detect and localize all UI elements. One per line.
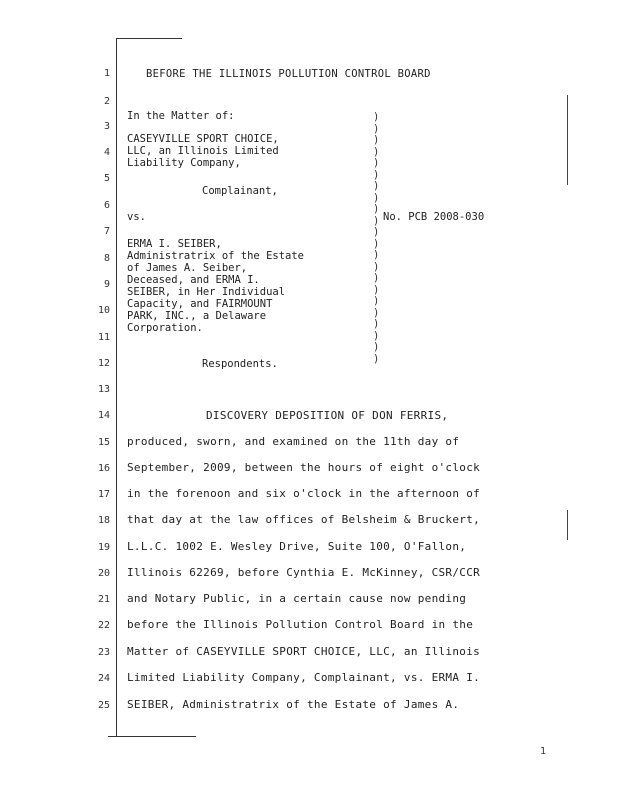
body-line: that day at the law offices of Belsheim & Bruckert, [127, 513, 481, 526]
line-number: 14 [97, 410, 110, 421]
line-number: 24 [97, 673, 110, 684]
caption-paren-column: ) ) ) ) ) ) ) ) ) ) ) ) ) ) ) ) ) ) ) ) ) ) [373, 111, 380, 365]
line-number: 8 [103, 253, 110, 264]
body-line: September, 2009, between the hours of eight o'clock [127, 461, 481, 474]
line-number: 18 [97, 515, 110, 526]
versus-label: vs. [127, 211, 146, 223]
line-number: 21 [97, 594, 110, 605]
line-number: 19 [97, 542, 110, 553]
complainant-label: Complainant, [202, 185, 278, 197]
case-number: No. PCB 2008-030 [383, 211, 485, 223]
line-number: 4 [103, 147, 110, 158]
page-number: 1 [540, 746, 547, 757]
line-number: 16 [97, 463, 110, 474]
body-line: Illinois 62269, before Cynthia E. McKinney, CSR/CCR [127, 566, 481, 579]
body-line: and Notary Public, in a certain cause now pending [127, 592, 467, 605]
body-line: L.L.C. 1002 E. Wesley Drive, Suite 100, O'Fallon, [127, 540, 467, 553]
line-number: 12 [97, 358, 110, 369]
line-number: 25 [97, 700, 110, 711]
line-number: 11 [97, 332, 110, 343]
line-number: 7 [103, 226, 110, 237]
line-number: 22 [97, 620, 110, 631]
line-number: 17 [97, 489, 110, 500]
body-line: Limited Liability Company, Complainant, vs. ERMA I. [127, 671, 481, 684]
line-number: 20 [97, 568, 110, 579]
complainant-name: CASEYVILLE SPORT CHOICE, LLC, an Illinois Limited Liability Company, [127, 133, 279, 169]
line-number: 9 [103, 279, 110, 290]
line-number: 10 [97, 305, 110, 316]
bottom-border [108, 736, 196, 737]
line-number: 3 [103, 121, 110, 132]
line-number: 2 [103, 96, 110, 107]
body-line: Matter of CASEYVILLE SPORT CHOICE, LLC, an Illinois [127, 645, 481, 658]
line-number: 15 [97, 437, 110, 448]
right-margin-mark [567, 510, 568, 540]
body-line: SEIBER, Administratrix of the Estate of James A. [127, 698, 460, 711]
line-number: 1 [103, 68, 110, 79]
body-line: before the Illinois Pollution Control Board in the [127, 618, 474, 631]
line-number: 13 [97, 384, 110, 395]
top-border [116, 38, 182, 39]
line-number: 5 [103, 173, 110, 184]
body-line: in the forenoon and six o'clock in the afternoon of [127, 487, 481, 500]
respondents-label: Respondents. [202, 358, 278, 370]
board-title: BEFORE THE ILLINOIS POLLUTION CONTROL BOARD [146, 68, 431, 80]
right-margin-mark [567, 95, 568, 185]
respondent-name: ERMA I. SEIBER, Administratrix of the Estate of James A. Seiber, Deceased, and ERMA I. SEIBER, in Her Individual Capacity, and FAIRMOUNT PARK, INC., a Delaware Corporation. [127, 238, 305, 334]
line-number: 6 [103, 200, 110, 211]
in-the-matter: In the Matter of: [127, 110, 235, 122]
line-number: 23 [97, 647, 110, 658]
left-margin-line [116, 38, 117, 736]
body-line: produced, sworn, and examined on the 11th day of [127, 435, 460, 448]
deposition-title: DISCOVERY DEPOSITION OF DON FERRIS, [206, 409, 449, 422]
